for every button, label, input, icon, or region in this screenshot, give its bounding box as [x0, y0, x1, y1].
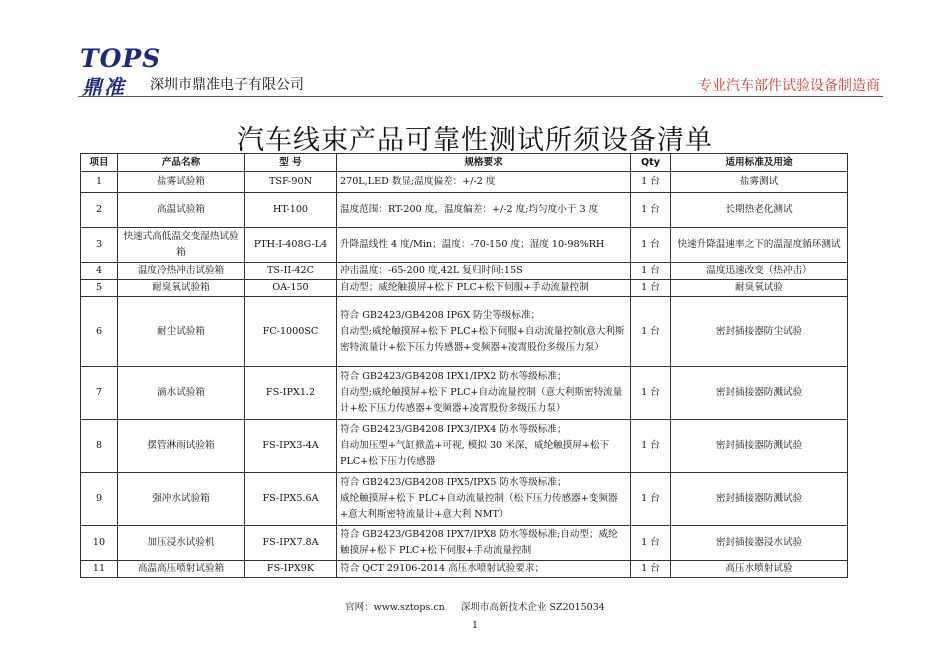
company-name: 深圳市鼎准电子有限公司: [150, 77, 304, 93]
cell-standard-use: 密封插接器防溅试验: [671, 473, 848, 526]
cell-item-no: 7: [81, 367, 118, 420]
cell-standard-use: 密封插接器浸水试验: [671, 526, 848, 561]
table-body: [81, 172, 848, 578]
cell-standard-use: 长期热老化测试: [671, 193, 848, 228]
cell-spec: 符合 GB2423/GB4208 IPX1/IPX2 防水等级标准； 自动型;威纶触摸屏+松下 PLC+自动流量控制（意大利斯密特流量计+松下压力传感器+变频器+凌霄股份多级压力泵）: [337, 367, 631, 420]
cell-item-no: 10: [81, 526, 118, 561]
cell-spec: 自动型；威纶触摸屏+松下 PLC+松下伺服+手动流量控制: [337, 280, 631, 297]
cell-item-no: 2: [81, 193, 118, 228]
cell-model: FC-1000SC: [245, 297, 337, 367]
page-footer: [0, 599, 950, 613]
cell-product-name: 耐尘试验箱: [118, 297, 245, 367]
cell-item-no: 9: [81, 473, 118, 526]
table-row: [81, 367, 848, 420]
cell-qty: 1 台: [631, 193, 671, 228]
header-spec: 规格要求: [337, 154, 631, 172]
table-row: [81, 561, 848, 578]
cell-model: FS-IPX9K: [245, 561, 337, 578]
table-header-row: [81, 154, 848, 172]
cell-model: FS-IPX3-4A: [245, 420, 337, 473]
page-number: 1: [471, 620, 479, 631]
cell-spec: 符合 GB2423/GB4208 IPX5/IPX5 防水等级标准； 威纶触摸屏+松下 PLC+自动流量控制（松下压力传感器+变频器+意大利斯密特流量计+意大利 NMT）: [337, 473, 631, 526]
company-slogan: 专业汽车部件试验设备制造商: [698, 78, 880, 94]
footer-website: 官网：www.sztops.cn: [345, 602, 445, 613]
cell-standard-use: 耐臭氧试验: [671, 280, 848, 297]
table-row: [81, 263, 848, 280]
cell-product-name: 耐臭氧试验箱: [118, 280, 245, 297]
header-product-name: 产品名称: [118, 154, 245, 172]
cell-product-name: 快速式高低温交变湿热试验箱: [118, 228, 245, 263]
cell-model: OA-150: [245, 280, 337, 297]
cell-standard-use: 高压水喷射试验: [671, 561, 848, 578]
cell-standard-use: 盐雾测试: [671, 172, 848, 193]
logo-wordmark: TOPS: [80, 44, 162, 73]
footer-enterprise: 深圳市高新技术企业 SZ2015034: [460, 602, 605, 613]
cell-product-name: 摆管淋雨试验箱: [118, 420, 245, 473]
table-row: [81, 193, 848, 228]
cell-standard-use: 密封插接器防溅试验: [671, 367, 848, 420]
company-logo: [80, 44, 162, 99]
cell-spec: 温度范围：RT-200 度，温度偏差：+/-2 度;均匀度小于 3 度: [337, 193, 631, 228]
cell-item-no: 5: [81, 280, 118, 297]
header-model: 型 号: [245, 154, 337, 172]
cell-model: HT-100: [245, 193, 337, 228]
cell-qty: 1 台: [631, 473, 671, 526]
cell-standard-use: 密封插接器防溅试验: [671, 420, 848, 473]
cell-product-name: 温度冷热冲击试验箱: [118, 263, 245, 280]
cell-spec: 符合 GB2423/GB4208 IPX3/IPX4 防水等级标准； 自动加压型+气缸掀盖+可视, 模拟 30 米深，威纶触摸屏+松下 PLC+松下压力传感器: [337, 420, 631, 473]
cell-model: FS-IPX5.6A: [245, 473, 337, 526]
cell-qty: 1 台: [631, 280, 671, 297]
cell-qty: 1 台: [631, 526, 671, 561]
cell-item-no: 4: [81, 263, 118, 280]
cell-item-no: 1: [81, 172, 118, 193]
cell-standard-use: 温度迅速改变（热冲击）: [671, 263, 848, 280]
cell-model: FS-IPX7.8A: [245, 526, 337, 561]
cell-model: FS-IPX1.2: [245, 367, 337, 420]
header-qty: Qty: [631, 154, 671, 172]
header-divider: [78, 96, 883, 97]
cell-product-name: 盐雾试验箱: [118, 172, 245, 193]
cell-spec: 符合 GB2423/GB4208 IPX7/IPX8 防水等级标准;自动型；威纶触摸屏+松下 PLC+松下伺服+手动流量控制: [337, 526, 631, 561]
cell-spec: 270L,LED 数显;温度偏差：+/-2 度: [337, 172, 631, 193]
header-item-no: 项目: [81, 154, 118, 172]
cell-qty: 1 台: [631, 367, 671, 420]
cell-standard-use: 快速升降温速率之下的温湿度循环测试: [671, 228, 848, 263]
table-row: [81, 172, 848, 193]
cell-product-name: 高温高压喷射试验箱: [118, 561, 245, 578]
table-row: [81, 280, 848, 297]
cell-product-name: 滴水试验箱: [118, 367, 245, 420]
cell-model: TS-II-42C: [245, 263, 337, 280]
logo-chinese: 鼎准: [82, 75, 126, 99]
cell-qty: 1 台: [631, 172, 671, 193]
equipment-table: [80, 153, 848, 578]
cell-model: TSF-90N: [245, 172, 337, 193]
table-row: [81, 526, 848, 561]
header-standard-use: 适用标准及用途: [671, 154, 848, 172]
cell-product-name: 高温试验箱: [118, 193, 245, 228]
cell-qty: 1 台: [631, 297, 671, 367]
table-row: [81, 228, 848, 263]
cell-standard-use: 密封插接器防尘试验: [671, 297, 848, 367]
cell-item-no: 3: [81, 228, 118, 263]
table-row: [81, 473, 848, 526]
cell-item-no: 6: [81, 297, 118, 367]
cell-spec: 升降温线性 4 度/Min；温度：-70-150 度；湿度 10-98%RH: [337, 228, 631, 263]
cell-qty: 1 台: [631, 420, 671, 473]
cell-product-name: 加压浸水试验机: [118, 526, 245, 561]
cell-item-no: 11: [81, 561, 118, 578]
table-row: [81, 420, 848, 473]
cell-qty: 1 台: [631, 561, 671, 578]
cell-spec: 符合 QCT 29106-2014 高压水喷射试验要求；: [337, 561, 631, 578]
cell-qty: 1 台: [631, 263, 671, 280]
cell-qty: 1 台: [631, 228, 671, 263]
cell-item-no: 8: [81, 420, 118, 473]
cell-model: PTH-I-408G-L4: [245, 228, 337, 263]
cell-spec: 符合 GB2423/GB4208 IP6X 防尘等级标准； 自动型;威纶触摸屏+松下 PLC+松下伺服+自动流量控制(意大利斯密特流量计+松下压力传感器+变频器+凌霄股份多级压力泵）: [337, 297, 631, 367]
cell-product-name: 强冲水试验箱: [118, 473, 245, 526]
page-title: 汽车线束产品可靠性测试所须设备清单: [237, 125, 713, 156]
cell-spec: 冲击温度：-65-200 度,42L 复归时间:15S: [337, 263, 631, 280]
table-row: [81, 297, 848, 367]
